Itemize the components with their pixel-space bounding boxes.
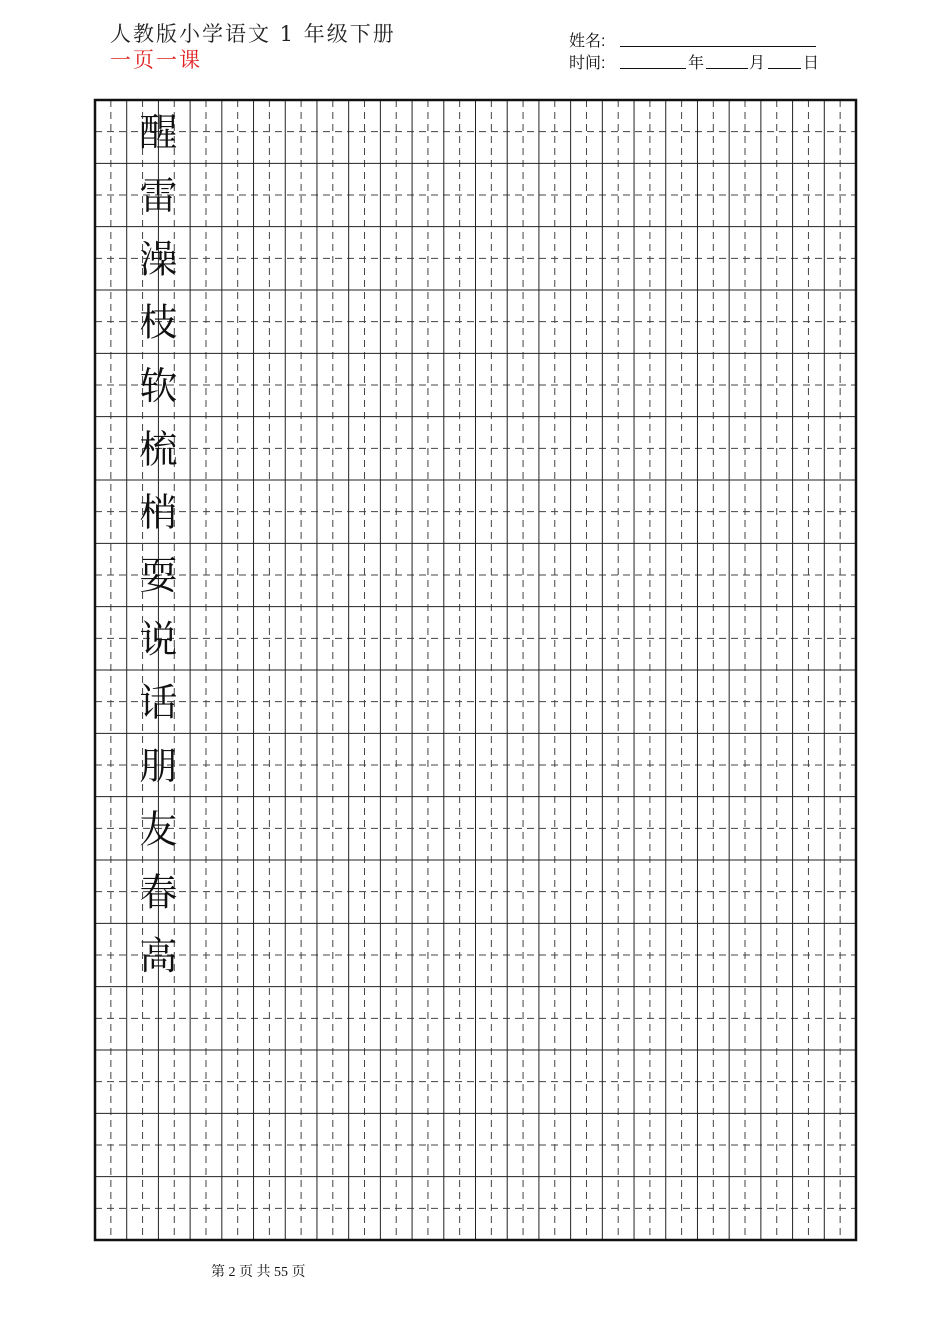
practice-character: 枝 [139,300,178,345]
name-label: 姓名: [569,33,606,50]
practice-character: 友 [139,807,178,852]
practice-character: 说 [139,617,178,662]
practice-character: 梢 [139,490,178,535]
page-title: 人教版小学语文 1 年级下册 [110,22,396,46]
practice-character: 朋 [139,744,178,788]
practice-character: 醒 [139,110,178,155]
practice-character: 话 [139,680,178,725]
time-label: 时间: [569,55,606,72]
page-subtitle: 一页一课 [110,48,202,72]
month-label: 月 [749,55,766,72]
practice-character: 澡 [139,237,178,282]
page-footer: 第 2 页 共 55 页 [211,1265,306,1280]
practice-character: 高 [139,934,178,978]
practice-character: 雷 [139,174,178,218]
year-label: 年 [688,55,705,72]
day-label: 日 [803,55,820,72]
practice-character: 梳 [139,427,178,472]
practice-character: 软 [139,364,178,408]
practice-character: 耍 [139,554,178,598]
practice-character: 春 [139,870,178,915]
